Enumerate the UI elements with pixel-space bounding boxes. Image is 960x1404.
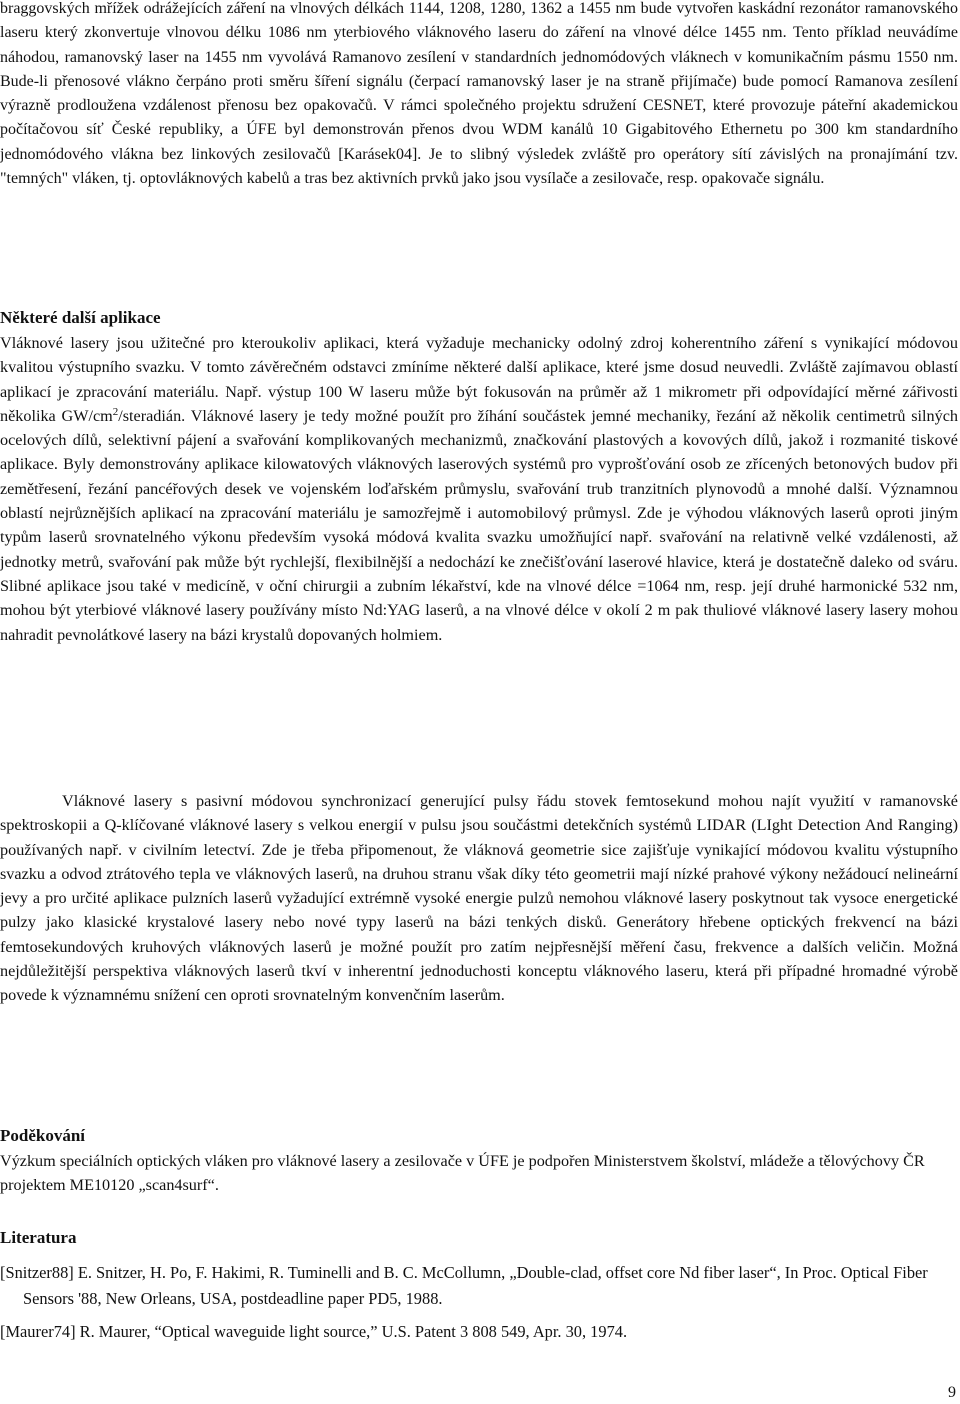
reference-item: [Maurer74] R. Maurer, “Optical waveguide light source,” U.S. Patent 3 808 549, Apr. 30, 1974. xyxy=(0,1322,628,1341)
section-heading-applications: Některé další aplikace xyxy=(0,308,161,327)
applications-paragraph-1-text: Vláknové lasery jsou užitečné pro kteroukoliv aplikaci, která vyžaduje mechanicky odolný zdroj koherentního záření s vynikající módovou kvalitou výstupního svazku. V tomto závěrečném odstavci zmíníme některé další aplikace, které jsme dosud neuvedli. Zvláště zajímavou oblastí aplikací je zpracování materiálu. Např. výstup 100 W laseru může být fokusován na průměr až 1 mikrometr při odpovídající měrné zářivosti několika GW/cm xyxy=(0,334,958,425)
applications-paragraph-2: Vláknové lasery s pasivní módovou synchronizací generující pulsy řádu stovek femtosekund mohou najít využití v ramanovské spektroskopii a Q-klíčované vláknové lasery s velkou energií v pulsu jsou součástmi detekčních systémů LIDAR (LIght Detection And Ranging) používaných např. v civilním letectví. Zde je třeba připomenout, že vláknová geometrie sice zajišťuje vynikající módovou kvalitu výstupního svazku a odvod ztrátového tepla ve vláknových laserů, na druhou stranu však díky této geometrii mají nízké prahové výkony nežádoucí nelineární jevy a pro určité aplikace pulzních laserů vyžadující extrémně vysoké energie pulzů nemohou vláknové lasery poskytnout tak vysoce energetické pulzy jako klasické krystalové lasery nebo nové typy laserů na bázi tenkých disků. Generátory hřebene optických frekvencí na bázi femtosekundových kruhových vláknových laserů je možné použít pro zatím nejpřesnější měření času, frekvence a dalších veličin. Možná nejdůležitější perspektiva vláknových laserů tkví v inherentní jednoduchosti konceptu vláknového laseru, která při případné hromadné výrobě povede k významnému snížení cen oproti srovnatelným konvenčním laserům. xyxy=(0,792,958,1005)
superscript-exponent: 2 xyxy=(112,405,119,418)
section-heading-references: Literatura xyxy=(0,1228,77,1247)
intro-paragraph: braggovských mřížek odrážejících záření na vlnových délkách 1144, 1208, 1280, 1362 a 1455 nm bude vytvořen kaskádní rezonátor ramanovského laseru který zkonvertuje vlnovou délku 1086 nm yterbiového vláknového laseru do záření na vlnové délce 1455 nm. Tento příklad neuvádíme náhodou, ramanovský laser na 1455 nm vyvolává Ramanovo zesílení v standardních jednomódových vláknech v komunikačním pásmu 1550 nm. Bude-li přenosové vlákno čerpáno proti směru šíření signálu (čerpací ramanovský laser je na straně přijímače) bude pomocí Ramanova zesílení výrazně prodloužena vzdálenost přenosu bez opakovačů. V rámci společného projektu sdružení CESNET, které provozuje páteřní akademickou počítačovou síť České republiky, a ÚFE byl demonstrován přenos dvou WDM kanálů 10 Gigabitového Ethernetu po 300 km standardního jednomódového vlákna bez linkových zesilovačů [Karásek04]. Je to slibný výsledek zvláště pro operátory sítí závislých na pronajímání tzv. "temných" vláken, tj. optovláknových kabelů a tras bez aktivních prvků jako jsou vysílače a zesilovače, resp. opakovače signálu. xyxy=(0,0,958,188)
applications-paragraph-1 xyxy=(0,331,958,647)
section-heading-acknowledgement: Poděkování xyxy=(0,1126,86,1145)
acknowledgement-paragraph: Výzkum speciálních optických vláken pro vláknové lasery a zesilovače v ÚFE je podpořen Ministerstvem školství, mládeže a tělovýchovy ČR projektem ME10120 „scan4surf“. xyxy=(0,1152,925,1195)
reference-item: [Snitzer88] E. Snitzer, H. Po, F. Hakimi, R. Tuminelli and B. C. McCollumn, „Double-clad, offset core Nd fiber laser“, In Proc. Optical Fiber Sensors '88, New Orleans, USA, postdeadline paper PD5, 1988. xyxy=(0,1263,928,1308)
applications-paragraph-1-text-continued: /steradián. Vláknové lasery je tedy možné použít pro žíhání součástek jemné mechaniky, řezání až několik centimetrů silných ocelových dílů, selektivní pájení a svařování komplikovaných mechanizmů, značkování plastových a kovových dílů, jakož i rozmanité tiskové aplikace. Byly demonstrovány aplikace kilowatových vláknových laserových systémů pro vyprošťování osob ze zřícených betonových budov při zemětřesení, řezání pancéřových desek ve vojenském loďařském průmyslu, svařování trub tranzitních plynovodů a mnohé další. Významnou oblastí nejrůznějších aplikací na zpracování materiálu je samozřejmě i automobilový průmysl. Zde je výhodou vláknových laserů oproti jiným typům laserů srovnatelného výkonu především vysoká módová kvalita svazku umožňující např. svařování na relativně velké vzdálenosti, až jednotky metrů, svařování pak může být rychlejší, flexibilnější a nedochází ke znečišťování laserové hlavice, která je dostatečně daleko od sváru. Slibné aplikace jsou také v medicíně, v oční chirurgii a zubním lékařství, kde na vlnové délce =1064 nm, resp. její druhé harmonické 532 nm, mohou být yterbiové vláknové lasery používány místo Nd:YAG laserů, a na vlnové délce v okolí 2 m pak thuliové vláknové lasery lasery mohou nahradit pevnolátkové lasery na bázi krystalů dopovaných holmiem. xyxy=(0,406,958,644)
page-number: 9 xyxy=(948,1384,956,1401)
